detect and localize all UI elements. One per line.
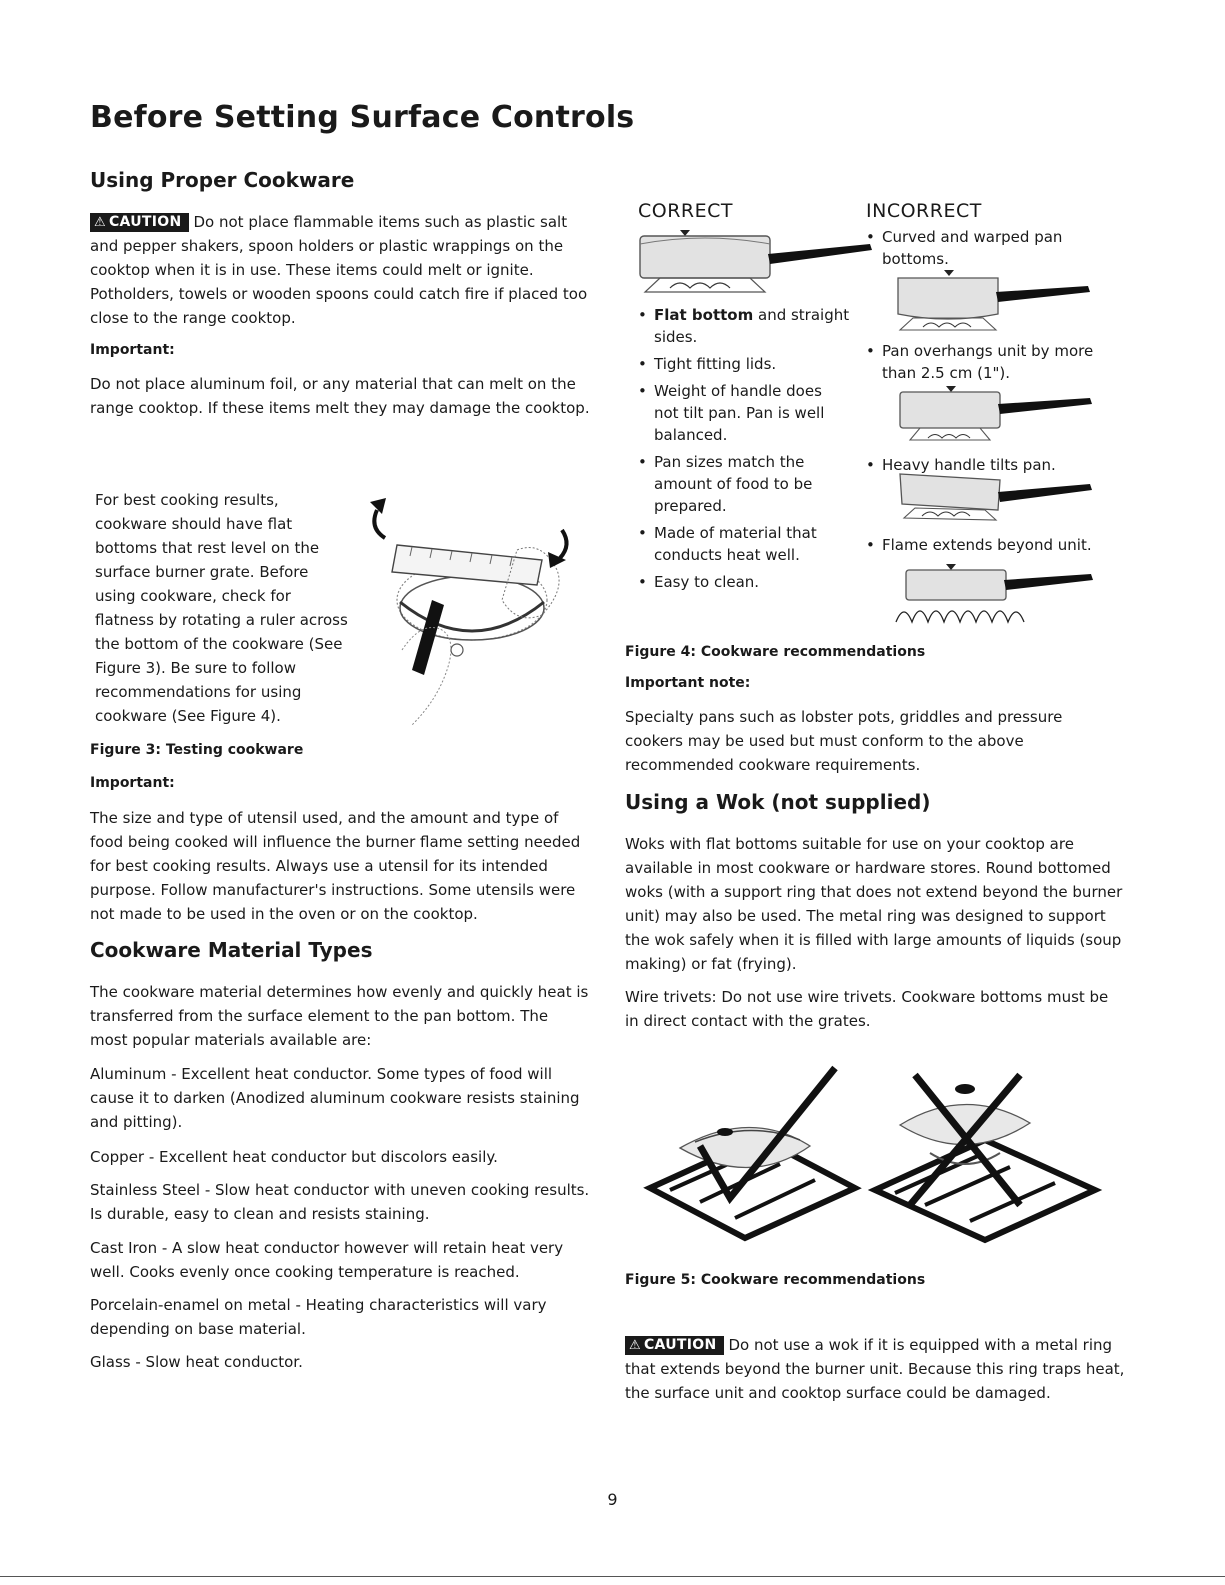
incorrect-item-1: • Curved and warped pan bottoms. <box>864 226 1114 275</box>
correct-item: • Easy to clean. <box>636 571 851 593</box>
material-intro: The cookware material determines how evenly and quickly heat is transferred from the surface element to the pan bottom. The most popular materials available are: <box>90 983 589 1049</box>
important-note-text: Specialty pans such as lobster pots, griddles and pressure cookers may be used but must conform to the above recommended cookware requirements. <box>625 708 1063 774</box>
wok-incorrect-illustration <box>870 1075 1100 1250</box>
heading-cookware-material-types: Cookware Material Types <box>90 938 373 962</box>
correct-list <box>636 304 851 598</box>
figure-4-caption: Figure 4: Cookware recommendations <box>625 644 926 660</box>
correct-item: • Made of material that conducts heat well. <box>636 522 851 566</box>
incorrect-item-4: • Flame extends beyond unit. <box>864 534 1114 561</box>
page-title: Before Setting Surface Controls <box>90 100 635 135</box>
incorrect-item-2: • Pan overhangs unit by more than 2.5 cm (1"). <box>864 340 1114 389</box>
warped-pan-illustration <box>898 270 1093 332</box>
wire-trivets-text: Wire trivets: Do not use wire trivets. Cookware bottoms must be in direct contact with the grates. <box>625 988 1109 1030</box>
correct-heading: CORRECT <box>638 200 734 222</box>
material-glass: Glass - Slow heat conductor. <box>90 1353 303 1371</box>
material-porcelain-enamel: Porcelain-enamel on metal - Heating characteristics will vary depending on base material. <box>90 1296 547 1338</box>
flatness-text: For best cooking results, cookware should have flat bottoms that rest level on the surface burner grate. Before using cookware, check for flatness by rotating a ruler across the bottom of the cookware (See Figure 3). Be sure to follow recommendations for using cookware (See Figure 4). <box>95 491 348 725</box>
caution-badge: ⚠ CAUTION <box>625 1336 724 1355</box>
figure-3-caption: Figure 3: Testing cookware <box>90 742 304 758</box>
warning-triangle-icon: ⚠ <box>629 1338 641 1353</box>
ruler-test-illustration <box>352 490 592 725</box>
important-note-label: Important note: <box>625 675 751 691</box>
figure-5-caption: Figure 5: Cookware recommendations <box>625 1272 926 1288</box>
important-text-2: The size and type of utensil used, and the amount and type of food being cooked will influence the burner flame setting needed for best cooking results. Always use a utensil for its intended purpose. Follow manufacturer's instructions. Some utensils were not made to be used in the oven or on the cooktop. <box>90 809 581 923</box>
important-label-1: Important: <box>90 342 175 358</box>
wok-correct-illustration <box>640 1068 865 1243</box>
material-cast-iron: Cast Iron - A slow heat conductor however will retain heat very well. Cooks evenly once cooking temperature is reached. <box>90 1239 564 1281</box>
incorrect-heading: INCORRECT <box>866 200 982 222</box>
incorrect-item-3: • Heavy handle tilts pan. <box>864 454 1114 481</box>
flame-beyond-pan-illustration <box>896 564 1096 624</box>
warning-triangle-icon: ⚠ <box>94 215 106 230</box>
important-text-1: Do not place aluminum foil, or any material that can melt on the range cooktop. If these items melt they may damage the cooktop. <box>90 375 590 417</box>
bottom-rule <box>0 1576 1225 1577</box>
material-copper: Copper - Excellent heat conductor but discolors easily. <box>90 1148 498 1166</box>
important-label-2: Important: <box>90 775 175 791</box>
caution-badge: ⚠ CAUTION <box>90 213 189 232</box>
correct-item: • Weight of handle does not tilt pan. Pan is well balanced. <box>636 380 851 446</box>
tilted-pan-illustration <box>900 470 1095 522</box>
overhanging-pan-illustration <box>900 386 1095 442</box>
correct-item: • Tight fitting lids. <box>636 353 851 375</box>
correct-pan-illustration <box>640 222 875 294</box>
material-aluminum: Aluminum - Excellent heat conductor. Some types of food will cause it to darken (Anodized aluminum cookware resists staining and pitting). <box>90 1065 580 1131</box>
correct-item-flat-bottom: • Flat bottom and straight sides. <box>636 304 851 348</box>
correct-item: • Pan sizes match the amount of food to be prepared. <box>636 451 851 517</box>
heading-using-a-wok: Using a Wok (not supplied) <box>625 790 931 814</box>
page-number: 9 <box>607 1490 618 1509</box>
heading-using-proper-cookware: Using Proper Cookware <box>90 168 355 192</box>
material-stainless-steel: Stainless Steel - Slow heat conductor with uneven cooking results. Is durable, easy to clean and resists staining. <box>90 1181 590 1223</box>
caution-paragraph-1: ⚠ CAUTION Do not place flammable items such as plastic salt and pepper shakers, spoon holders or plastic wrappings on the cooktop when it is in use. These items could melt or ignite. Potholders, towels or wooden spoons could catch fire if placed too close to the range cooktop. <box>90 213 588 327</box>
wok-text: Woks with flat bottoms suitable for use on your cooktop are available in most cookware or hardware stores. Round bottomed woks (with a support ring that does not extend beyond the burner unit) may also be used. The metal ring was designed to support the wok safely when it is filled with large amounts of liquids (soup making) or fat (frying). <box>625 835 1123 973</box>
caution-paragraph-2: ⚠ CAUTION Do not use a wok if it is equipped with a metal ring that extends beyond the burner unit. Because this ring traps heat, the surface unit and cooktop surface could be damaged. <box>625 1336 1125 1402</box>
